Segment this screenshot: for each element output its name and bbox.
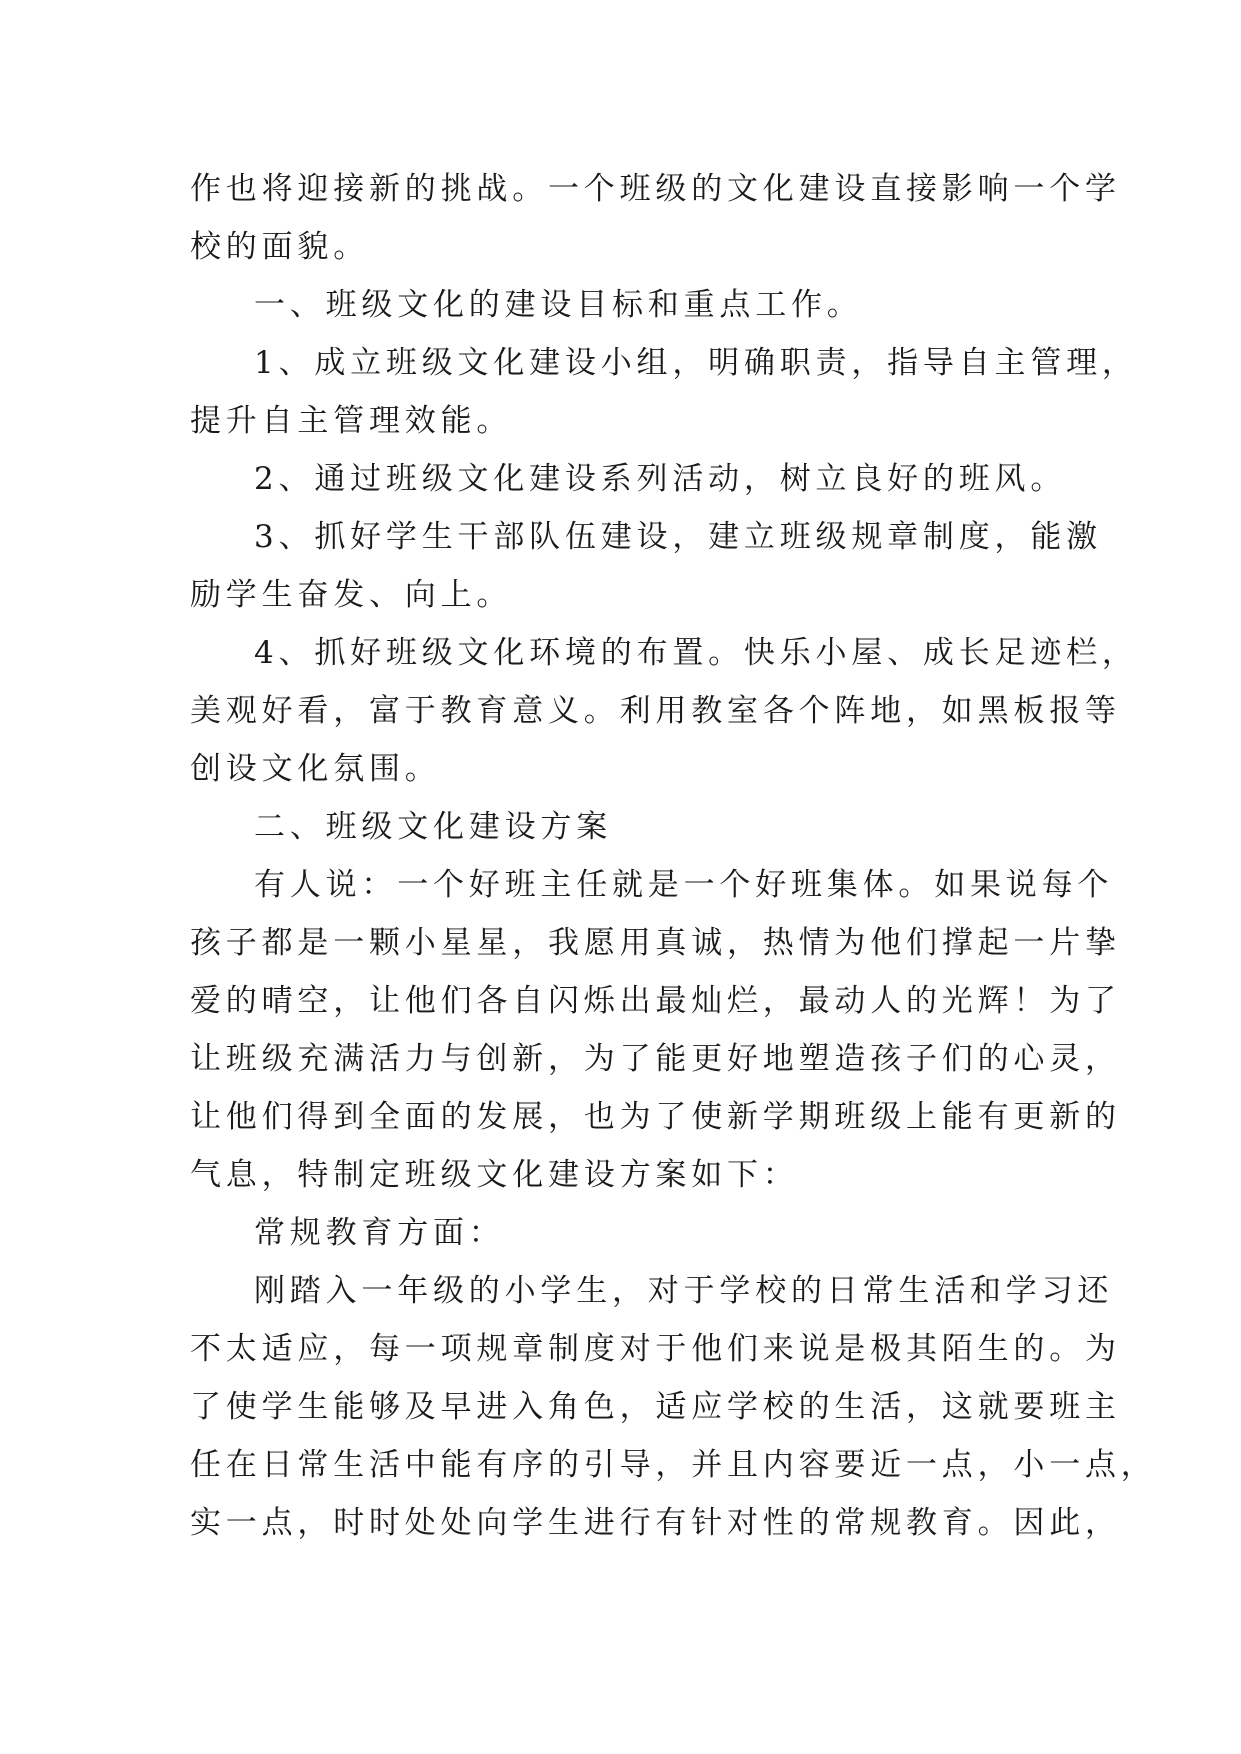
list-item: 2、通过班级文化建设系列活动，树立良好的班风。: [254, 461, 1067, 497]
text-line: 美观好看，富于教育意义。利用教室各个阵地，如黑板报等: [190, 693, 1121, 729]
subsection-heading: 常规教育方面：: [254, 1215, 505, 1251]
list-item: 1、成立班级文化建设小组，明确职责，指导自主管理，: [254, 345, 1138, 381]
paragraph-start: 刚踏入一年级的小学生，对于学校的日常生活和学习还: [254, 1273, 1114, 1309]
section-heading: 二、班级文化建设方案: [254, 809, 612, 845]
text-line: 让他们得到全面的发展，也为了使新学期班级上能有更新的: [190, 1099, 1121, 1135]
text-line: 任在日常生活中能有序的引导，并且内容要近一点，小一点，: [190, 1447, 1157, 1483]
text-line: 提升自主管理效能。: [190, 403, 513, 439]
section-heading: 一、班级文化的建设目标和重点工作。: [254, 287, 863, 323]
text-line: 不太适应，每一项规章制度对于他们来说是极其陌生的。为: [190, 1331, 1121, 1367]
list-item: 4、抓好班级文化环境的布置。快乐小屋、成长足迹栏，: [254, 635, 1138, 671]
paragraph-start: 有人说：一个好班主任就是一个好班集体。如果说每个: [254, 867, 1114, 903]
document-body: [190, 160, 1157, 1552]
text-line: 励学生奋发、向上。: [190, 577, 513, 613]
text-line: 孩子都是一颗小星星，我愿用真诚，热情为他们撑起一片挚: [190, 925, 1121, 961]
text-line: 实一点，时时处处向学生进行有针对性的常规教育。因此，: [190, 1505, 1121, 1541]
text-line: 作也将迎接新的挑战。一个班级的文化建设直接影响一个学: [190, 171, 1121, 207]
text-line: 气息，特制定班级文化建设方案如下：: [190, 1157, 799, 1193]
text-line: 了使学生能够及早进入角色，适应学校的生活，这就要班主: [190, 1389, 1121, 1425]
text-line: 爱的晴空，让他们各自闪烁出最灿烂，最动人的光辉！为了: [190, 983, 1121, 1019]
list-item: 3、抓好学生干部队伍建设，建立班级规章制度，能激: [254, 519, 1102, 555]
text-line: 让班级充满活力与创新，为了能更好地塑造孩子们的心灵，: [190, 1041, 1121, 1077]
text-line: 校的面貌。: [190, 229, 369, 265]
text-line: 创设文化氛围。: [190, 751, 441, 787]
